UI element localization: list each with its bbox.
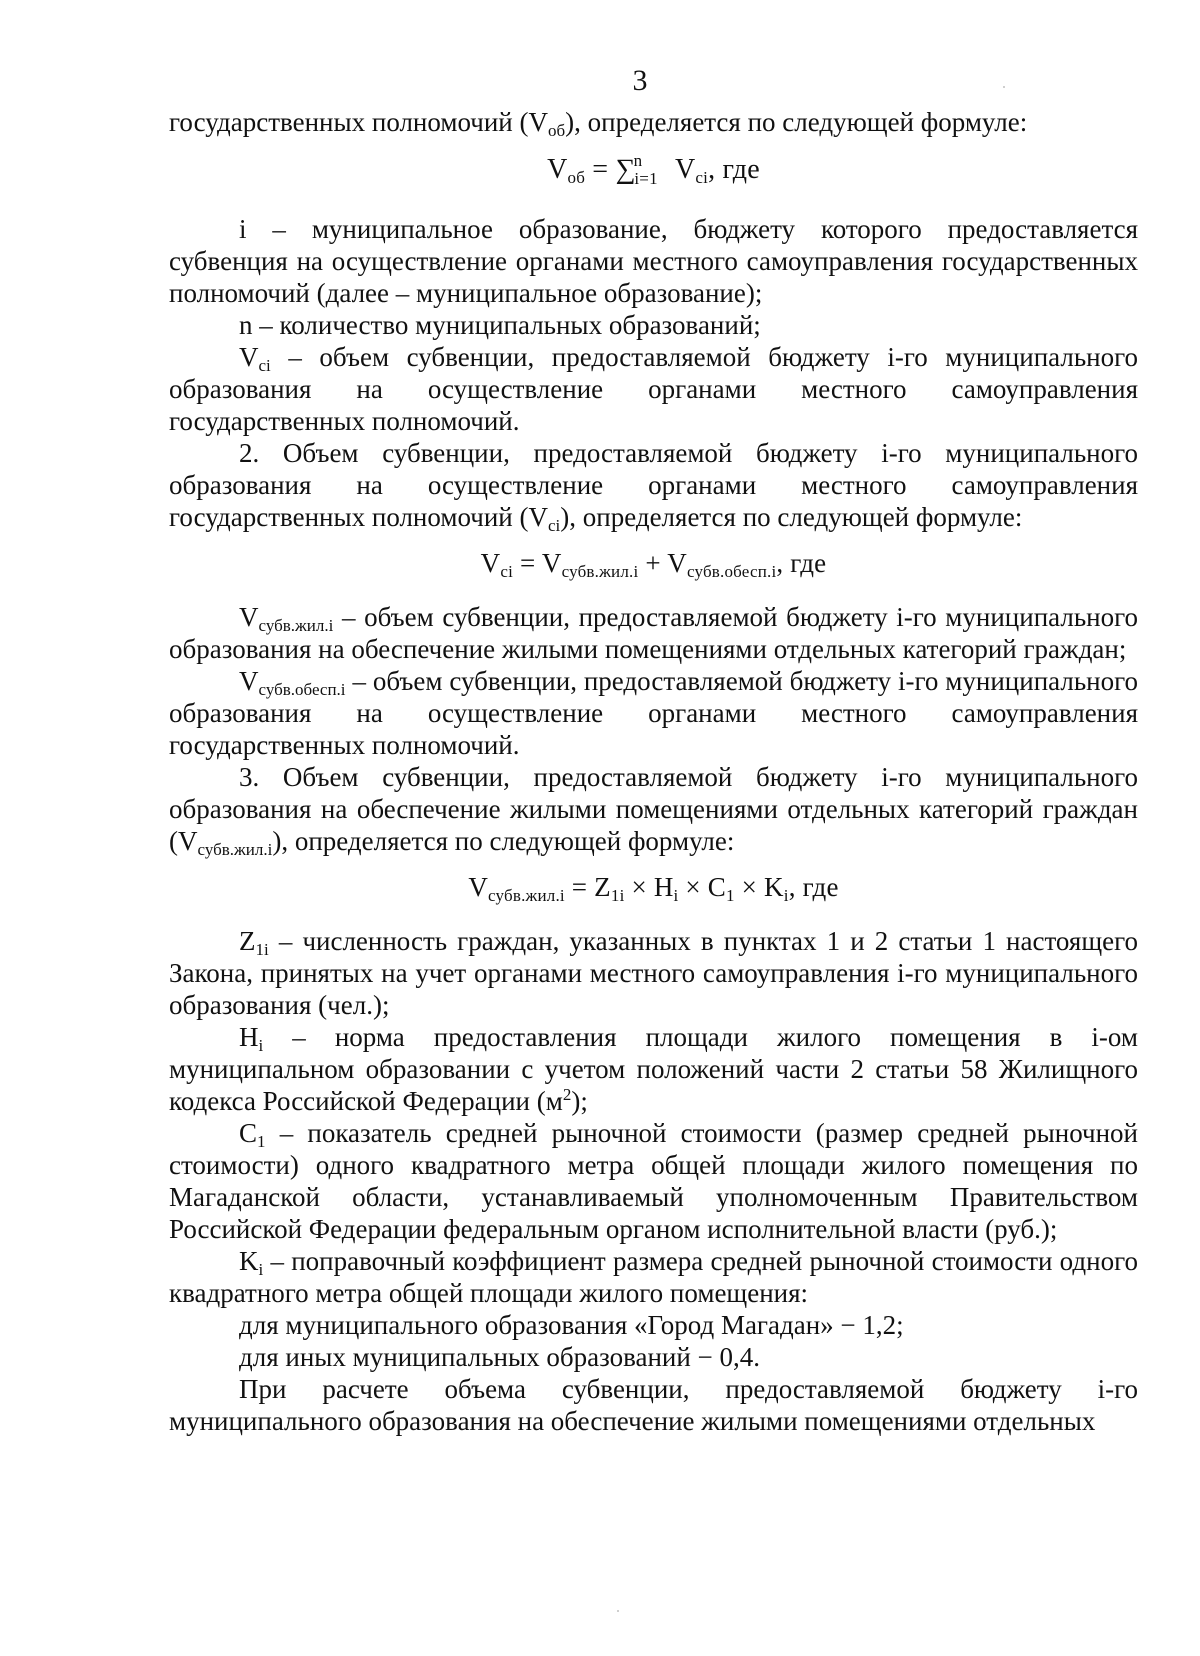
- formula-housing: $V_{субв.жил.i} = Z_{1i} \times H_i \times C_1 \times K_i$, где: [468, 872, 839, 905]
- page-number: 3: [632, 64, 648, 97]
- formula-total-volume: $V_{об} = \sum^n_{i=1}$ $V_{ci}$, где: [547, 151, 760, 188]
- paragraph-def-z: $Z_{1i}$ – численность граждан, указанных в пунктах 1 и 2 статьи 1 настоящего Закона, принятых на учет органами местного самоуправления i-го муниципального образования (чел.);: [169, 926, 1138, 1020]
- paragraph-calculation: При расчете объема субвенции, предоставляемой бюджету i-го муниципального образования на обеспечение жилыми помещениями отдельных: [169, 1374, 1138, 1436]
- paragraph-def-provision: $V_{субв.обесп.i}$ – объем субвенции, предоставляемой бюджету i-го муниципального образования на осуществление органами местного самоуправления государственных полномочий.: [169, 666, 1138, 760]
- formula-vci: $V_{ci} = V_{субв.жил.i} + V_{субв.обесп.i}$, где: [480, 548, 827, 581]
- paragraph-def-i: i – муниципальное образование, бюджету которого предоставляется субвенция на осуществление органами местного самоуправления государственных полномочий (далее – муниципальное образование);: [169, 214, 1138, 308]
- paragraph-def-vci: $V_{ci}$ – объем субвенции, предоставляемой бюджету i-го муниципального образования на осуществление органами местного самоуправления государственных полномочий.: [169, 342, 1138, 436]
- paragraph-def-n: n – количество муниципальных образований;: [239, 310, 761, 340]
- paragraph-k-magadan: для муниципального образования «Город Магадан» − 1,2;: [239, 1310, 904, 1340]
- paragraph-def-h: $H_i$ – норма предоставления площади жилого помещения в i-ом муниципальном образовании с учетом положений части 2 статьи 58 Жилищного кодекса Российской Федерации $(м^2)$;: [169, 1022, 1138, 1116]
- scan-artifact: [617, 1610, 619, 1612]
- paragraph-def-housing: $V_{субв.жил.i}$ – объем субвенции, предоставляемой бюджету i-го муниципального образования на обеспечение жилыми помещениями отдельных категорий граждан;: [169, 602, 1138, 664]
- paragraph-intro: государственных полномочий $(V_{об})$, определяется по следующей формуле:: [169, 107, 1028, 140]
- paragraph-def-c: $C_1$ – показатель средней рыночной стоимости (размер средней рыночной стоимости) одного квадратного метра общей площади жилого помещения по Магаданской области, устанавливаемый уполномоченным Правительством Российской Федерации федеральным органом исполнительной власти (руб.);: [169, 1118, 1138, 1244]
- paragraph-section-2: 2. Объем субвенции, предоставляемой бюджету i-го муниципального образования на осуществление органами местного самоуправления государственных полномочий $(V_{ci})$, определяется по следующей формуле:: [169, 438, 1138, 535]
- scan-artifact: [1003, 86, 1005, 88]
- paragraph-def-k: $K_i$ – поправочный коэффициент размера средней рыночной стоимости одного квадратного метра общей площади жилого помещения:: [169, 1246, 1138, 1308]
- paragraph-section-3: 3. Объем субвенции, предоставляемой бюджету i-го муниципального образования на обеспечение жилыми помещениями отдельных категорий граждан $(V_{субв.жил.i})$, определяется по следующей формуле:: [169, 762, 1138, 859]
- document-body: [169, 106, 1138, 1437]
- paragraph-k-others: для иных муниципальных образований − 0,4.: [239, 1342, 761, 1372]
